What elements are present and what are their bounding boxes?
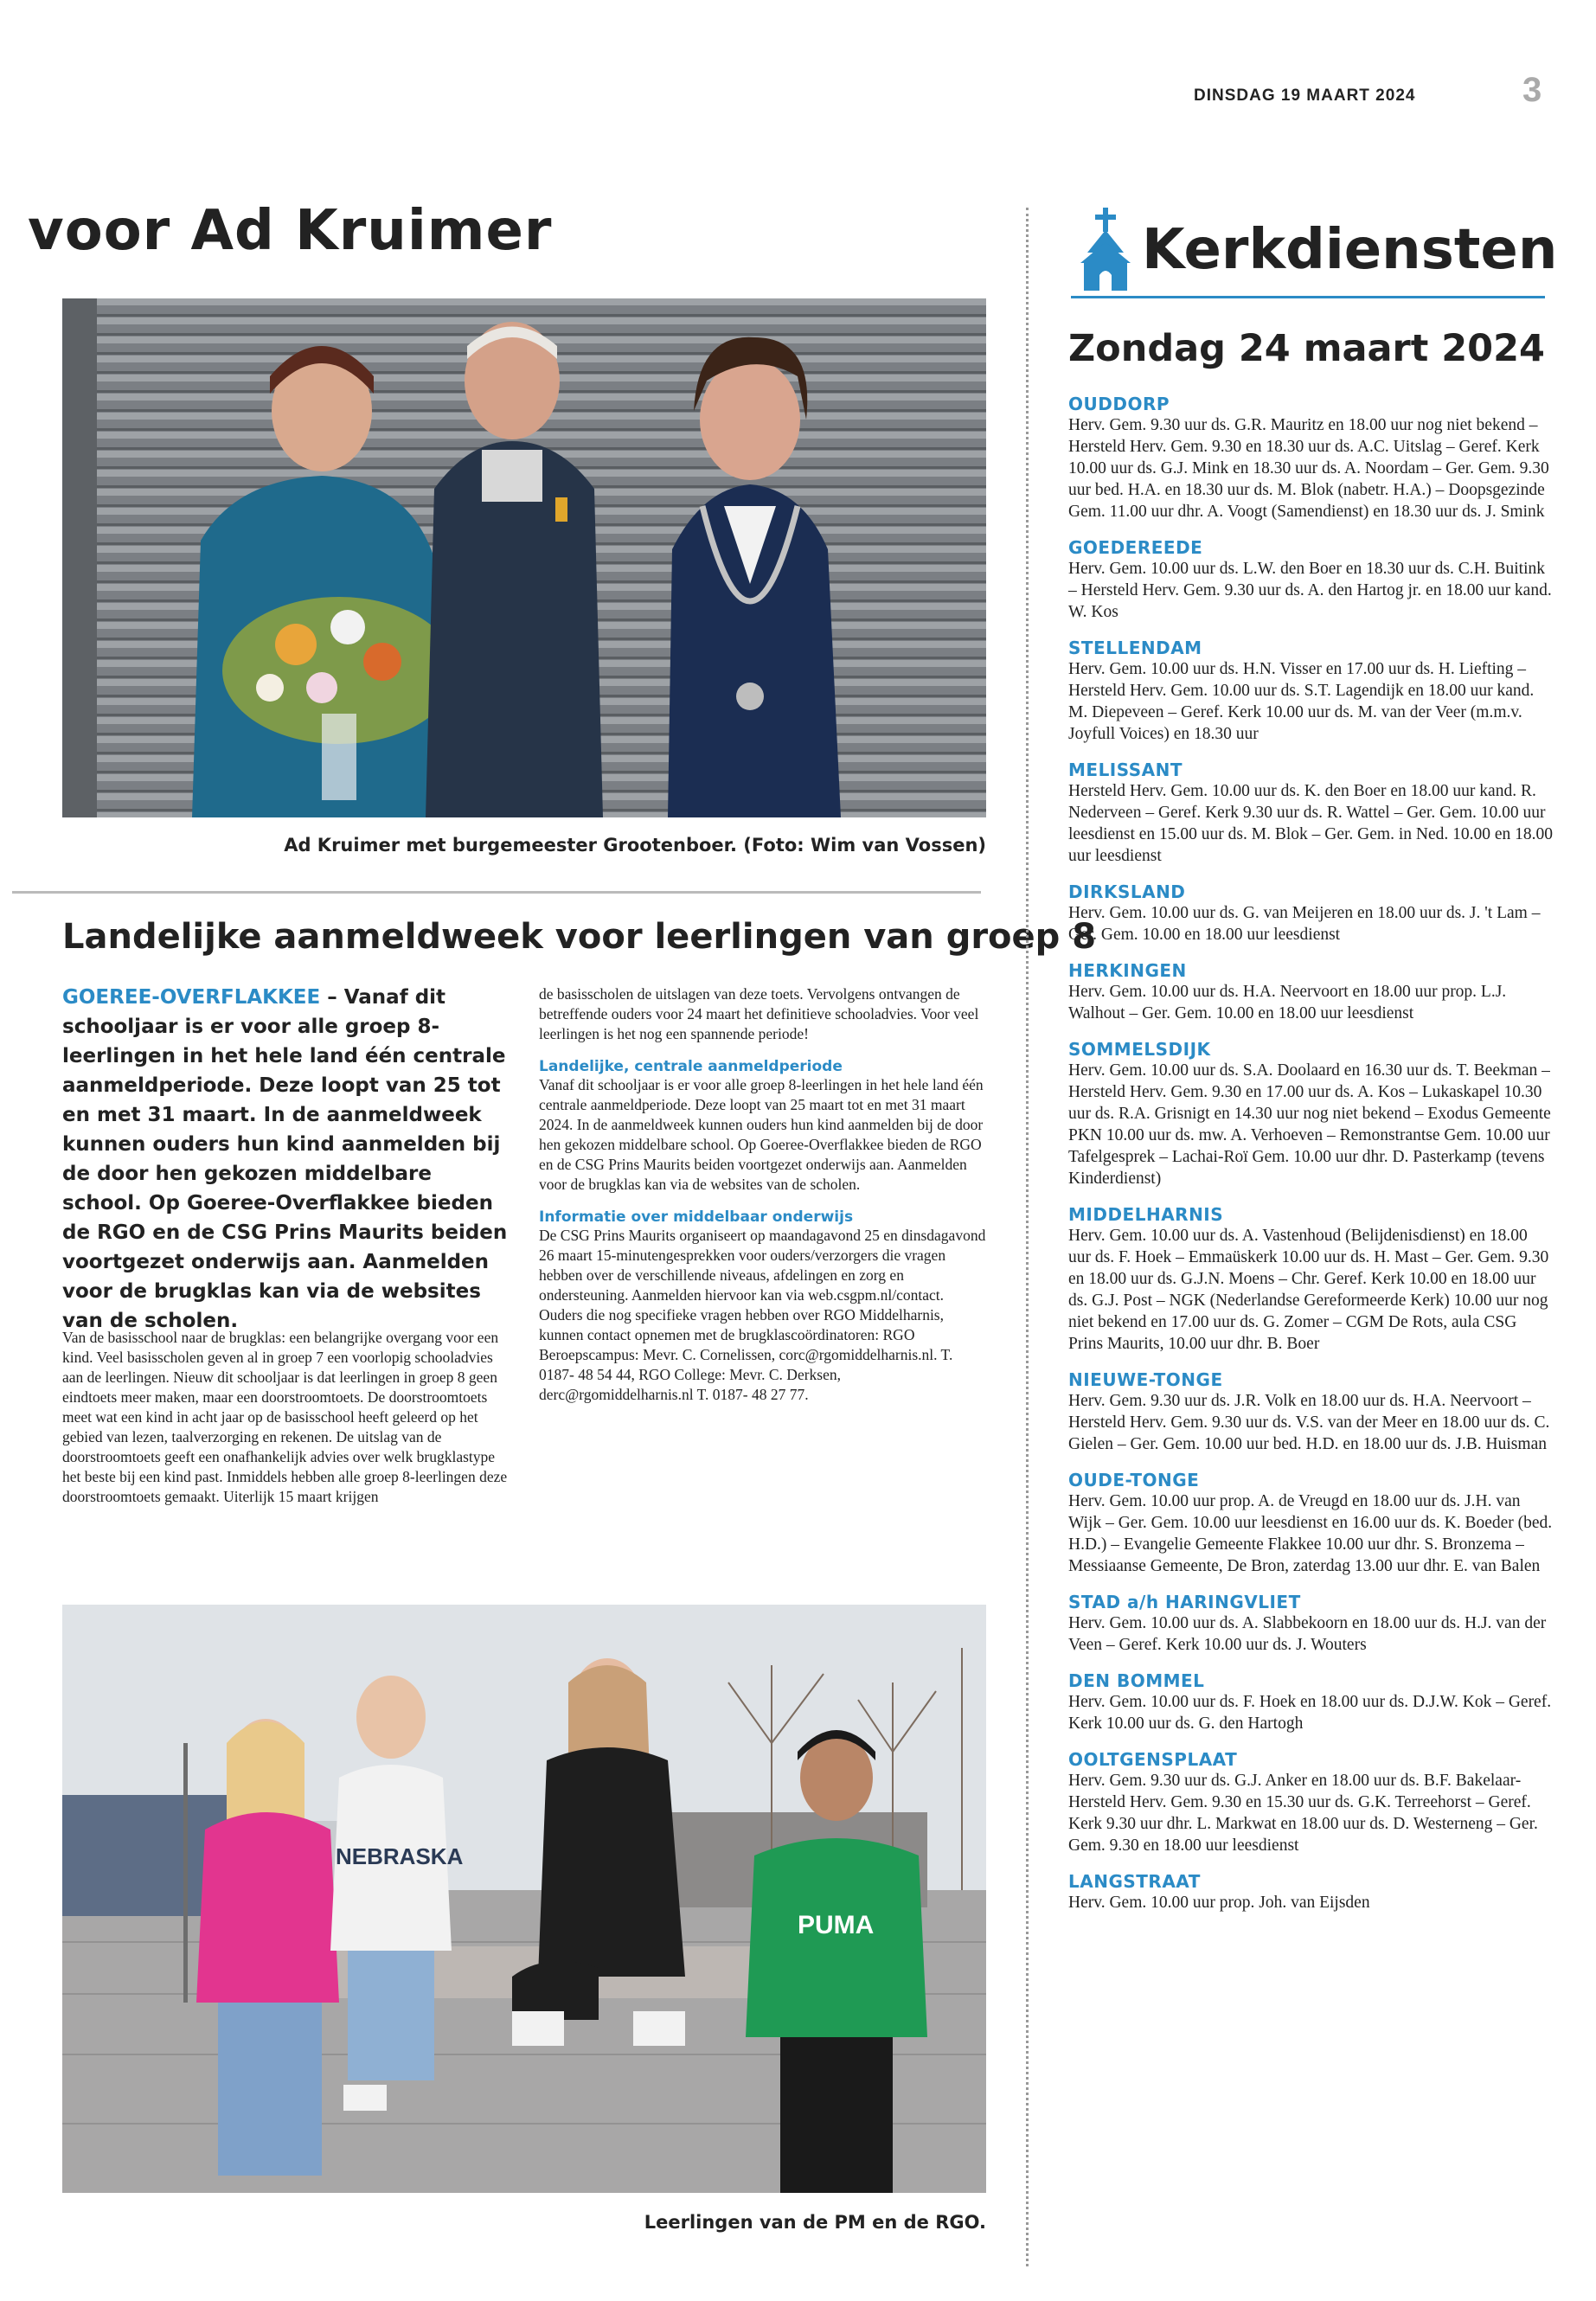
church-services: Herv. Gem. 10.00 uur ds. S.A. Doolaard en 16.30 uur ds. T. Beekman – Hersteld Herv. Gem. 9.30 en 17.00 uur ds. A. Kos – Lukaskapel 10.30 uur ds. R.A. Grisnigt en 14.30 uur nog niet bekend – Exodus Gemeente PKN 10.00 uur ds. mw. A. Verhoeven – Remonstrantse Gem. 10.00 uur Tafelgesprek – Lachai-Roï Gem. 10.00 uur dhr. D. Pasterkamp (tevens Kinderdienst) [1068,1061,1551,1188]
lead-text: – Vanaf dit schooljaar is er voor alle groep 8-leerlingen in het hele land één centrale aanmeldperiode. Deze loopt van 25 tot en met 31 maart. In de aanmeldweek kunnen ouders hun kind aanmelden bij de door hen gekozen middelbare school. Op Goeree-Overflakkee bieden de RGO en de CSG Prins Maurits beiden voortgezet onderwijs aan. Aanmelden voor de brugklas kan via de websites van de scholen. [62,986,508,1332]
church-services: Herv. Gem. 10.00 uur ds. A. Slabbekoorn en 18.00 uur ds. H.J. van der Veen – Geref. Kerk 10.00 uur ds. J. Wouters [1068,1614,1547,1654]
church-place: MIDDELHARNIS [1068,1204,1224,1225]
church-place: MELISSANT [1068,760,1183,780]
list-item [1068,1871,1553,1913]
church-services: Herv. Gem. 10.00 uur ds. L.W. den Boer en 18.30 uur ds. C.H. Buitink – Hersteld Herv. Gem. 9.30 uur ds. A. den Hartog jr. en 18.00 uur kand. W. Kos [1068,560,1552,621]
list-item [1068,760,1553,867]
church-icon [1077,208,1134,295]
church-place: OOLTGENSPLAAT [1068,1749,1238,1770]
church-services: Herv. Gem. 10.00 uur prop. Joh. van Eijsden [1068,1894,1370,1912]
church-place: GOEDEREEDE [1068,537,1203,558]
kerkdiensten-date: Zondag 24 maart 2024 [1068,327,1545,370]
list-item [1068,881,1553,945]
issue-date: DINSDAG 19 MAART 2024 [1194,87,1416,105]
church-services: Herv. Gem. 9.30 uur ds. J.R. Volk en 18.00 uur ds. H.A. Neervoort – Hersteld Herv. Gem. 9.30 uur ds. V.S. van der Meer en 18.00 uur ds. C. Gielen – Ger. Gem. 10.00 uur bed. H.D. en 18.00 uur ds. J.B. Huisman [1068,1392,1550,1453]
church-place: LANGSTRAAT [1068,1871,1201,1892]
church-services: Hersteld Herv. Gem. 10.00 uur ds. K. den Boer en 18.00 uur kand. R. Nederveen – Geref. Kerk 9.30 uur ds. R. Wattel – Ger. Gem. 10.00 uur leesdienst en 15.00 uur ds. M. Blok – Ger. Gem. in Ned. 10.00 en 18.00 uur leesdienst [1068,782,1554,865]
list-item [1068,1470,1553,1577]
kerkdiensten-title: Kerkdiensten [1142,218,1558,282]
column-divider [1026,208,1029,2266]
list-item [1068,394,1553,522]
shirt-text-puma: PUMA [798,1911,875,1939]
shirt-text-nebraska: NEBRASKA [336,1843,464,1869]
list-item [1068,537,1553,623]
church-services: Herv. Gem. 9.30 uur ds. G.R. Mauritz en 18.00 uur nog niet bekend – Hersteld Herv. Gem. 9.30 en 18.30 uur ds. A.C. Uitslag – Geref. Kerk 10.00 uur ds. G.J. Mink en 18.30 uur ds. A. Noordam – Ger. Gem. 9.30 uur bed. H.A. en 18.30 uur ds. M. Blok (nabetr. H.A.) – Doopsgezinde Gem. 11.00 uur dhr. A. Voogt (Samendienst) en 18.30 uur ds. J. Smink [1068,416,1549,521]
kerkdiensten-list [1068,394,1553,1928]
article2-lead [62,983,512,1336]
church-place: OUDE-TONGE [1068,1470,1200,1490]
church-services: Herv. Gem. 10.00 uur ds. H.A. Neervoort en 18.00 uur prop. L.J. Walhout – Ger. Gem. 10.00 en 18.00 uur leesdienst [1068,983,1507,1022]
page-number: 3 [1522,71,1542,109]
church-services: Herv. Gem. 10.00 uur ds. G. van Meijeren en 18.00 uur ds. J. 't Lam – Ger. Gem. 10.00 en 18.00 uur leesdienst [1068,904,1541,944]
church-place: DIRKSLAND [1068,881,1186,902]
list-item [1068,1204,1553,1355]
list-item [1068,1749,1553,1856]
article2-body-sub1: Vanaf dit schooljaar is er voor alle groep 8-leerlingen in het hele land één centrale aanmeldperiode. Deze loopt van 25 maart tot en met 31 maart 2024. In de aanmeldweek kunnen ouders hun kind aanmelden bij de door hen gekozen middelbare school. Op Goeree-Overflakkee bieden de RGO en de CSG Prins Maurits beiden voortgezet onderwijs aan. Aanmelden voor de brugklas kan via de websites van de scholen. [539,1076,984,1193]
article1-headline: voor Ad Kruimer [28,199,553,263]
list-item [1068,1039,1553,1189]
article2-body-col1: Van de basisschool naar de brugklas: een belangrijke overgang voor een kind. Veel basisscholen geven al in groep 7 een voorlopig schooladvies aan de leerlingen. Nieuw dit schooljaar is dat leerlingen in groep 8 geen eindtoets meer maken, maar een doorstroomtoets. De doorstroomtoets meet wat een kind in acht jaar op de basisschool heeft geleerd op het gebied van lezen, taalverzorging en rekenen. De uitslag van de doorstroomtoets geeft een onafhankelijk advies over welk brugklastype het beste bij een kind past. Inmiddels hebben alle groep 8-leerlingen deze doorstroomtoets gemaakt. Uiterlijk 15 maart krijgen [62,1329,508,1505]
photo-caption-kruimer: Ad Kruimer met burgemeester Grootenboer. (Foto: Wim van Vossen) [284,835,986,856]
article2-body-intro: de basisscholen de uitslagen van deze toets. Vervolgens ontvangen de betreffende ouders voor 24 maart het definitieve schooladvies. Voor veel leerlingen is het nog een spannende periode! [539,985,979,1042]
ad-kruimer-photo [62,298,986,817]
church-place: STAD a/h HARINGVLIET [1068,1592,1301,1612]
church-services: Herv. Gem. 10.00 uur ds. A. Vastenhoud (Belijdenisdienst) en 18.00 uur ds. F. Hoek – Emmaüskerk 10.00 uur ds. H. Mast – Ger. Gem. 9.30 en 18.00 uur ds. G.J.N. Moens – Chr. Geref. Kerk 10.00 en 18.00 uur ds. G.J. Post – NGK (Nederlandse Gereformeerde Kerk) 10.00 uur nog niet bekend en 17.00 uur ds. G. Zomer – CGM De Rots, aula CSG Prins Maurits, 10.00 uur dhr. B. Boer [1068,1227,1549,1353]
lead-place: GOEREE-OVERFLAKKEE [62,986,321,1009]
article2-body-sub2: De CSG Prins Maurits organiseert op maandagavond 25 en dinsdagavond 26 maart 15-minutengesprekken voor ouders/verzorgers die vragen hebben over de verschillende niveaus, afdelingen en zorg en ondersteuning. Aanmelden hiervoor kan via web.csgpm.nl/contact. Ouders die nog specifieke vragen hebben over RGO Middelharnis, kunnen contact opnemen met de brugklascoördinatoren: RGO Beroepscampus: Mevr. C. Cornelissen, corc@rgomiddelharnis.nl. T. 0187- 48 54 44, RGO College: Mevr. C. Derksen, derc@rgomiddelharnis.nl T. 0187- 48 27 77. [539,1227,986,1403]
church-place: NIEUWE-TONGE [1068,1369,1223,1390]
church-place: SOMMELSDIJK [1068,1039,1211,1060]
article2-col2 [539,984,989,1405]
article2-subhead-2: Informatie over middelbaar onderwijs [539,1208,854,1226]
students-photo [62,1605,986,2193]
church-place: OUDDORP [1068,394,1170,414]
list-item [1068,960,1553,1024]
photo-caption-students: Leerlingen van de PM en de RGO. [644,2212,986,2233]
church-services: Herv. Gem. 10.00 uur ds. H.N. Visser en 17.00 uur ds. H. Liefting – Hersteld Herv. Gem. 10.00 uur ds. S.T. Lagendijk en 18.00 uur kand. M. Diepeveen – Geref. Kerk 10.00 uur ds. M. van der Veer (m.m.v. Joyfull Voices) en 18.30 uur [1068,660,1535,743]
church-services: Herv. Gem. 10.00 uur prop. A. de Vreugd en 18.00 uur ds. J.H. van Wijk – Ger. Gem. 10.00 uur leesdienst en 16.00 uur ds. K. Boeder (bed. H.D.) – Evangelie Gemeente Flakkee 10.00 uur dhr. S. Bronzema – Messiaanse Gemeente, De Bron, zaterdag 13.00 uur dhr. E. van Balen [1068,1492,1553,1575]
section-divider [12,891,981,894]
list-item [1068,638,1553,745]
church-place: HERKINGEN [1068,960,1187,981]
list-item [1068,1670,1553,1734]
list-item [1068,1369,1553,1455]
church-place: STELLENDAM [1068,638,1202,658]
church-place: DEN BOMMEL [1068,1670,1205,1691]
article2-subhead-1: Landelijke, centrale aanmeldperiode [539,1058,843,1075]
church-services: Herv. Gem. 10.00 uur ds. F. Hoek en 18.00 uur ds. D.J.W. Kok – Geref. Kerk 10.00 uur ds. G. den Hartogh [1068,1693,1552,1733]
kerkdiensten-rule [1071,296,1545,298]
church-services: Herv. Gem. 9.30 uur ds. G.J. Anker en 18.00 uur ds. B.F. Bakelaar- Hersteld Herv. Gem. 9.30 en 15.30 uur ds. G.K. Terreehorst – Geref. Kerk 9.30 uur dhr. L. Markwat en 18.00 uur ds. D. Westerneng – Ger. Gem. 9.30 en 18.00 uur leesdienst [1068,1772,1538,1855]
article2-headline: Landelijke aanmeldweek voor leerlingen van groep 8 [62,917,1097,957]
list-item [1068,1592,1553,1656]
